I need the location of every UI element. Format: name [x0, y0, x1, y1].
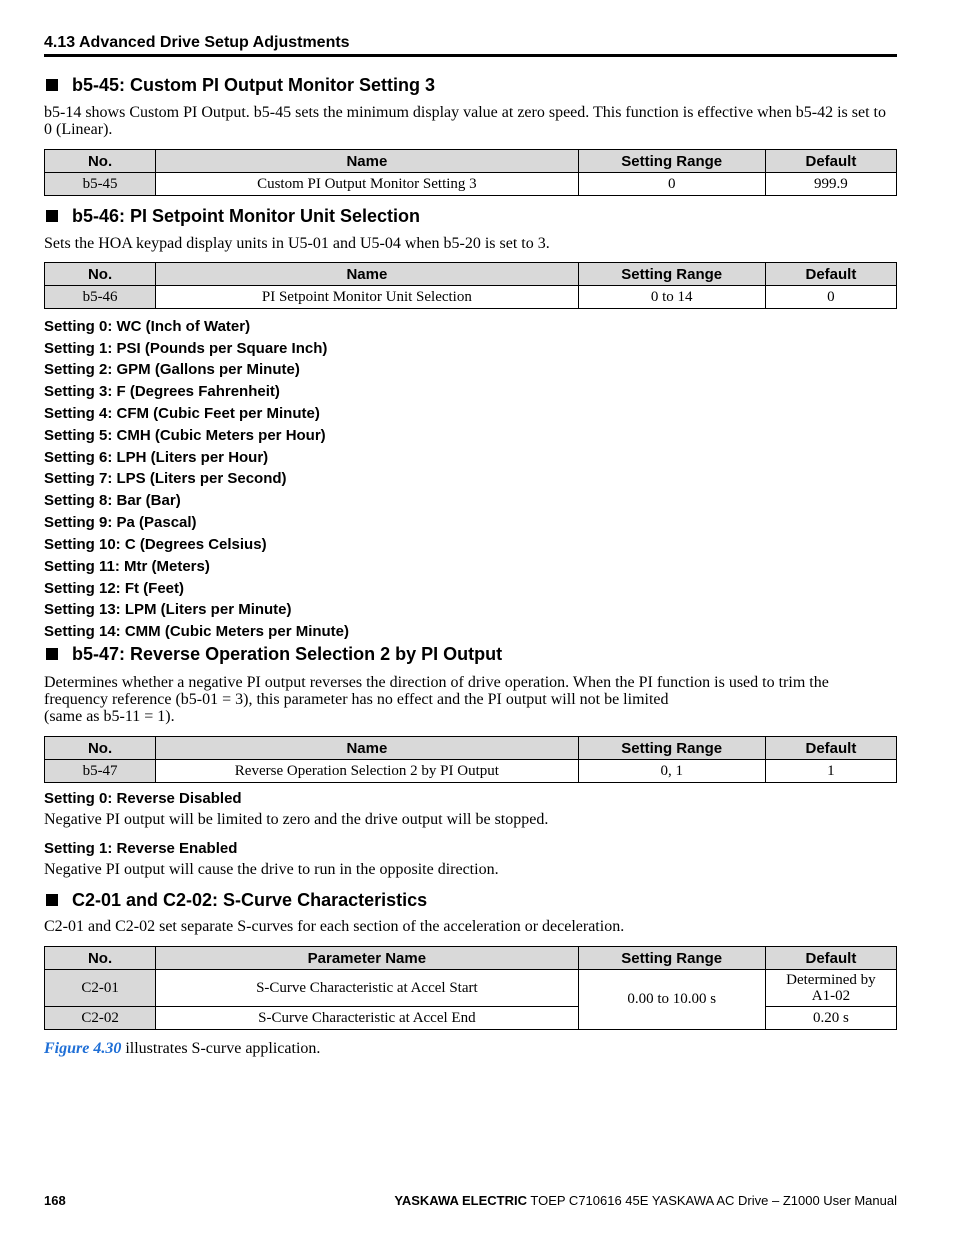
cell-name: Custom PI Output Monitor Setting 3 — [156, 173, 578, 196]
header-divider — [44, 54, 897, 57]
setting-item: Setting 8: Bar (Bar) — [44, 492, 181, 509]
footer-brand: YASKAWA ELECTRIC — [394, 1193, 528, 1208]
square-bullet-icon — [46, 79, 58, 91]
cell-default — [765, 970, 896, 1007]
col-header-range: Setting Range — [578, 737, 765, 760]
cell-range: 0 to 14 — [578, 286, 765, 309]
section-b5-46 — [44, 204, 897, 309]
cell-no: b5-47 — [45, 760, 156, 783]
setting-item: Setting 9: Pa (Pascal) — [44, 514, 197, 531]
col-header-range: Setting Range — [578, 947, 765, 970]
cell-name: S-Curve Characteristic at Accel End — [156, 1007, 578, 1030]
setting-1-title: Setting 1: Reverse Enabled — [44, 840, 238, 857]
setting-item: Setting 1: PSI (Pounds per Square Inch) — [44, 340, 328, 357]
setting-0-title: Setting 0: Reverse Disabled — [44, 790, 242, 807]
col-header-default: Default — [765, 737, 896, 760]
cell-default: 1 — [765, 760, 896, 783]
section-heading — [44, 642, 897, 666]
section-heading — [44, 888, 897, 912]
col-header-name: Name — [156, 263, 578, 286]
setting-item: Setting 4: CFM (Cubic Feet per Minute) — [44, 405, 320, 422]
footer-doc-title: TOEP C710616 45E YASKAWA AC Drive – Z1000 User Manual — [527, 1193, 897, 1208]
cell-default: 999.9 — [765, 173, 896, 196]
square-bullet-icon — [46, 894, 58, 906]
col-header-no: No. — [45, 263, 156, 286]
section-header-title: 4.13 Advanced Drive Setup Adjustments — [44, 34, 350, 51]
col-header-no: No. — [45, 737, 156, 760]
setting-item: Setting 5: CMH (Cubic Meters per Hour) — [44, 427, 326, 444]
cell-no: C2-01 — [45, 970, 156, 1007]
setting-item: Setting 13: LPM (Liters per Minute) — [44, 601, 292, 618]
parameter-table — [44, 946, 897, 1030]
section-heading — [44, 204, 897, 228]
col-header-no: No. — [45, 150, 156, 173]
setting-item: Setting 11: Mtr (Meters) — [44, 558, 210, 575]
setting-item: Setting 12: Ft (Feet) — [44, 580, 185, 597]
setting-item: Setting 10: C (Degrees Celsius) — [44, 536, 267, 553]
heading-text: b5-47: Reverse Operation Selection 2 by PI Output — [72, 643, 503, 664]
cell-name: PI Setpoint Monitor Unit Selection — [156, 286, 578, 309]
heading-text: b5-46: PI Setpoint Monitor Unit Selection — [72, 205, 421, 226]
cell-range: 0, 1 — [578, 760, 765, 783]
col-header-range: Setting Range — [578, 150, 765, 173]
figure-reference-text: illustrates S-curve application. — [121, 1040, 321, 1057]
table-row — [45, 1007, 897, 1030]
description-line: frequency reference (b5-01 = 3), this parameter has no effect and the PI output will not be limited — [44, 691, 669, 708]
col-header-range: Setting Range — [578, 263, 765, 286]
parameter-table — [44, 262, 897, 309]
section-description: Sets the HOA keypad display units in U5-01 and U5-04 when b5-20 is set to 3. — [44, 235, 550, 252]
section-c2-scurve — [44, 888, 897, 1057]
cell-no: b5-46 — [45, 286, 156, 309]
cell-default: 0 — [765, 286, 896, 309]
square-bullet-icon — [46, 648, 58, 660]
section-heading — [44, 73, 897, 97]
figure-link[interactable]: Figure 4.30 — [44, 1040, 122, 1057]
setting-item: Setting 0: WC (Inch of Water) — [44, 318, 251, 335]
section-b5-47 — [44, 642, 897, 783]
cell-name: S-Curve Characteristic at Accel Start — [156, 970, 578, 1007]
cell-no: b5-45 — [45, 173, 156, 196]
cell-name: Reverse Operation Selection 2 by PI Output — [156, 760, 578, 783]
setting-item: Setting 6: LPH (Liters per Hour) — [44, 449, 269, 466]
table-row — [45, 286, 897, 309]
col-header-default: Default — [765, 263, 896, 286]
col-header-default: Default — [765, 150, 896, 173]
cell-no: C2-02 — [45, 1007, 156, 1030]
table-row — [45, 173, 897, 196]
parameter-table — [44, 736, 897, 783]
square-bullet-icon — [46, 210, 58, 222]
cell-default: 0.20 s — [765, 1007, 896, 1030]
footer-document-info — [394, 1193, 897, 1208]
heading-text: b5-45: Custom PI Output Monitor Setting 3 — [72, 74, 435, 95]
setting-0-text: Negative PI output will be limited to zero and the drive output will be stopped. — [44, 811, 549, 828]
section-b5-45 — [44, 73, 897, 196]
description-line: (same as b5-11 = 1). — [44, 708, 175, 725]
parameter-table — [44, 149, 897, 196]
setting-item: Setting 7: LPS (Liters per Second) — [44, 470, 287, 487]
setting-item: Setting 2: GPM (Gallons per Minute) — [44, 361, 300, 378]
section-description: b5-14 shows Custom PI Output. b5-45 sets the minimum display value at zero speed. This function is effective when b5-42 is set to 0 (Linear). — [44, 104, 886, 138]
default-line: Determined by — [786, 972, 876, 988]
description-line: Determines whether a negative PI output reverses the direction of drive operation. When the PI function is used to trim the — [44, 674, 829, 691]
figure-reference — [44, 1040, 897, 1057]
col-header-name: Name — [156, 737, 578, 760]
setting-item: Setting 3: F (Degrees Fahrenheit) — [44, 383, 280, 400]
table-row — [45, 970, 897, 1007]
default-line: A1-02 — [811, 988, 851, 1004]
page-number: 168 — [44, 1193, 66, 1208]
col-header-default: Default — [765, 947, 896, 970]
setting-item: Setting 14: CMM (Cubic Meters per Minute) — [44, 623, 350, 640]
col-header-name: Name — [156, 150, 578, 173]
setting-1-text: Negative PI output will cause the drive to run in the opposite direction. — [44, 861, 499, 878]
heading-text: C2-01 and C2-02: S-Curve Characteristics — [72, 889, 428, 910]
table-row — [45, 760, 897, 783]
cell-range: 0 — [578, 173, 765, 196]
col-header-no: No. — [45, 947, 156, 970]
section-description: C2-01 and C2-02 set separate S-curves for each section of the acceleration or deceleration. — [44, 918, 625, 935]
cell-range: 0.00 to 10.00 s — [578, 970, 765, 1030]
col-header-parameter-name: Parameter Name — [156, 947, 578, 970]
